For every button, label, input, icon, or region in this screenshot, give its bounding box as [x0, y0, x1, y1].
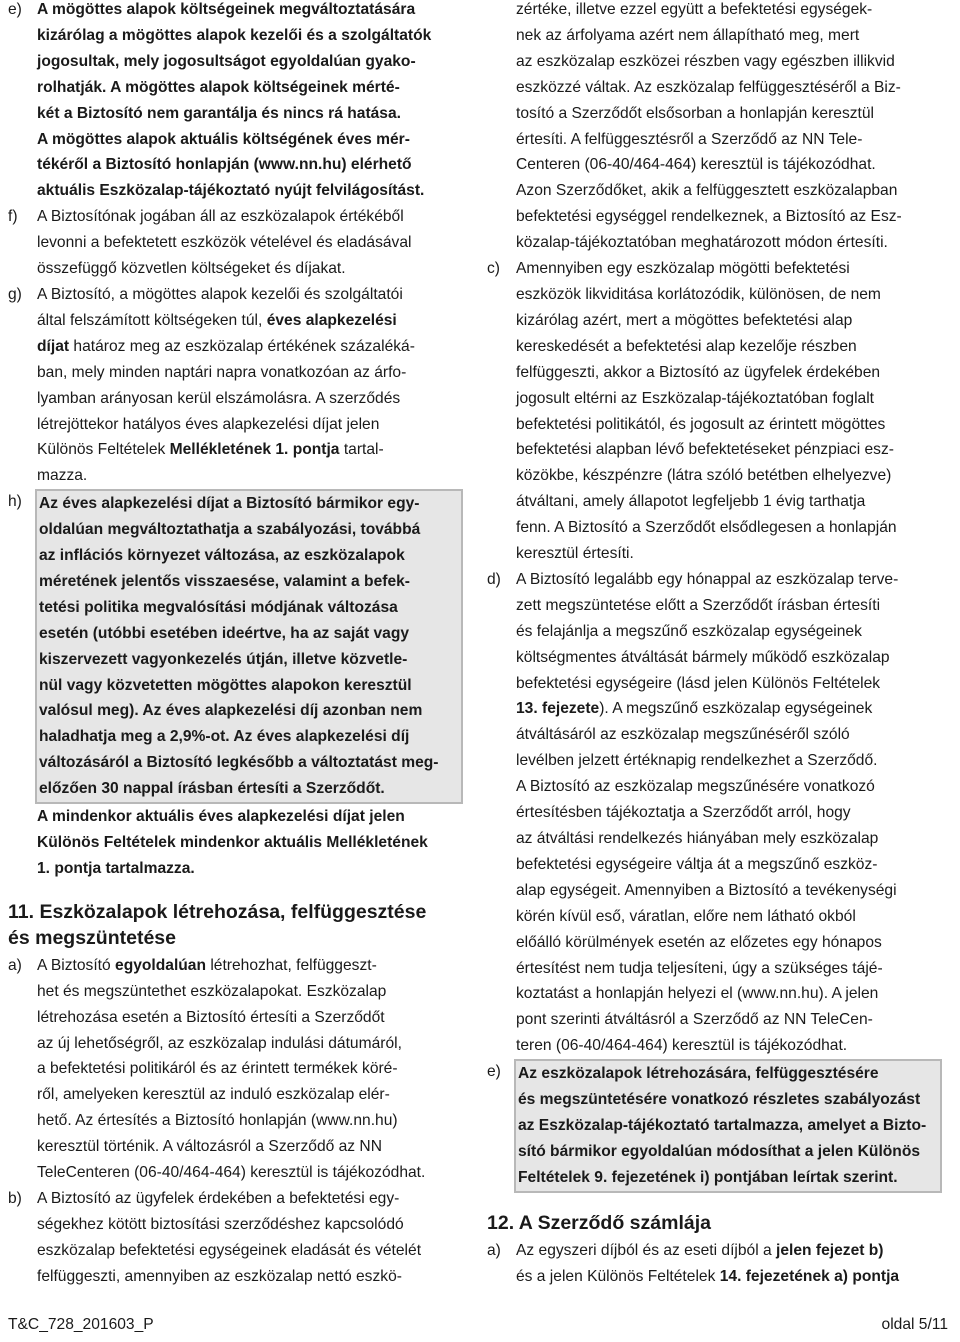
text-line: pont szerinti átváltásról a Szerződő az NN TeleCen-: [516, 1011, 873, 1029]
bold-run: 13. fejezete: [516, 700, 600, 718]
item-marker: f): [8, 208, 18, 226]
item-marker: b): [8, 1189, 22, 1207]
item-a12-body: [516, 1238, 942, 1290]
item-marker: a): [487, 1241, 501, 1259]
heading-line: 12. A Szerződő számlája: [487, 1211, 711, 1234]
text-line: az Eszközalap-tájékoztató tartalmazza, amelyet a Bizto-: [518, 1116, 927, 1134]
bold-run: 14. fejezetének a) pontja: [719, 1267, 900, 1285]
item-a12: [487, 1238, 942, 1290]
text-line: eszközzé váltak. Az eszközalap felfüggesztéséről a Biz-: [516, 78, 901, 96]
text-line: változásáról a Biztosító legkésőbb a változtatást meg-: [39, 754, 439, 772]
item-marker: e): [487, 1063, 501, 1081]
text-line: ről, amelyeken keresztül az induló eszközalap elér-: [37, 1086, 390, 1104]
text-line: A Biztosító, a mögöttes alapok kezelői és szolgáltatói: [37, 285, 403, 303]
right-column: [487, 0, 942, 1290]
text-line: aktuális Eszközalap-tájékoztató nyújt felvilágosítást.: [37, 182, 425, 200]
text-line: az inflációs környezet változása, az eszközalapok: [39, 547, 405, 565]
text-line: zértéke, illetve ezzel együtt a befektetési egységek-: [516, 1, 873, 18]
item-g-body: [37, 282, 463, 489]
text-line: zett megszüntetése előtt a Szerződőt írásban értesíti: [516, 596, 881, 614]
text-line: tosító a Szerződőt elsősorban a honlapján keresztül: [516, 104, 875, 122]
bold-run: egyoldalúan: [115, 956, 206, 974]
text-run: által felszámított költségeken túl,: [37, 311, 267, 329]
page-number: oldal 5/11: [881, 1316, 948, 1334]
text-line: levonni a befektetett eszközök vételével és eladásával: [37, 234, 412, 252]
section-11-heading: [8, 899, 463, 951]
text-line: az eszközalap eszközei részben vagy egészben illikvid: [516, 52, 895, 70]
text-line: mazza.: [37, 467, 88, 485]
text-line: befektetési alapban lévő befektetéseket pénzpiaci esz-: [516, 441, 894, 459]
section-12-heading: [487, 1210, 942, 1236]
text-line: értesítést nem tudja teljesíteni, úgy a szükséges tájé-: [516, 959, 883, 977]
text-line: valósul meg). Az éves alapkezelési díj azonban nem: [39, 702, 423, 720]
document-code: T&C_728_201603_P: [8, 1316, 154, 1334]
text-line: befektetési egységeire (lásd jelen Különös Feltételek: [516, 674, 881, 692]
text-line: [37, 334, 463, 360]
text-line: Az éves alapkezelési díjat a Biztosító bármikor egy-: [39, 495, 420, 513]
text-line: fenn. A Biztosító a Szerződőt elsődlegesen a honlapján: [516, 519, 897, 537]
bold-run: díjat: [37, 337, 70, 355]
text-run: ). A megszűnő eszközalap egységeinek: [599, 700, 873, 718]
text-line: Feltételek 9. fejezetének i) pontjában leírtak szerint.: [518, 1168, 898, 1186]
text-line: előálló körülmények esetén az előzetes egy hónapos: [516, 933, 882, 951]
text-line: létrehozása esetén a Biztosító értesíti a Szerződőt: [37, 1008, 385, 1026]
text-line: közökbe, készpénzre (látra szóló betétben elhelyezve): [516, 467, 892, 485]
text-line: felfüggeszti, akkor a Biztosító az ügyfelek érdekében: [516, 363, 881, 381]
text-line: A Biztosító az eszközalap megszűnésére vonatkozó: [516, 778, 875, 796]
text-run: A Biztosító: [37, 956, 116, 974]
left-column: [8, 0, 463, 1290]
text-line: rolhatják. A mögöttes alapok költségeinek mérté-: [37, 78, 400, 96]
item-c-body: [516, 256, 942, 567]
highlight-box: [35, 489, 463, 804]
text-run: határoz meg az eszközalap értékének százaléká-: [69, 337, 415, 355]
item-e: [8, 0, 463, 204]
heading-line: és megszüntetése: [8, 926, 176, 949]
text-line: koztatást a honlapján helyezi el (www.nn.hu). A jelen: [516, 985, 879, 1003]
item-h: [8, 489, 463, 882]
text-line: két a Biztosító nem garantálja és nincs rá hatása.: [37, 104, 401, 122]
text-line: [37, 437, 463, 463]
text-line: oldalúan megváltoztathatja a szabályozási, továbbá: [39, 521, 421, 539]
text-line: összefüggő közvetlen költségeket és díjakat.: [37, 260, 346, 278]
text-line: hető. Az értesítés a Biztosító honlapján (www.nn.hu): [37, 1112, 398, 1130]
item-b-continued: [487, 0, 942, 256]
item-marker: d): [487, 570, 501, 588]
text-line: Azon Szerződőket, akik a felfüggesztett eszközalapban: [516, 182, 898, 200]
text-line: körén kívül eső, váratlan, előre nem látható okból: [516, 907, 856, 925]
text-line: A mindenkor aktuális éves alapkezelési díjat jelen: [37, 808, 405, 826]
item-a: [8, 953, 463, 1186]
text-line: felfüggeszti, amennyiben az eszközalap nettó eszkö-: [37, 1267, 402, 1285]
item-marker-spacer: [487, 0, 516, 256]
item-b: [8, 1186, 463, 1290]
item-h-body: [37, 489, 463, 882]
bold-run: éves alapkezelési: [266, 311, 397, 329]
text-line: átváltásáról az eszközalap megszűnéséről szóló: [516, 726, 850, 744]
text-line: Amennyiben egy eszközalap mögötti befektetési: [516, 260, 850, 278]
text-line: jogosult eltérni az Eszközalap-tájékoztatóban foglalt: [516, 389, 875, 407]
text-line: méretének jelentős visszaesése, valamint a befek-: [39, 572, 410, 590]
text-line: az új lehetőségről, az eszközalap indulási dátumáról,: [37, 1034, 402, 1052]
item-c: [487, 256, 942, 567]
item-marker: g): [8, 285, 22, 303]
bold-run: Mellékletének 1. pontja: [169, 441, 340, 459]
text-line: kiszervezett vagyonkezelés útján, illetve közvetle-: [39, 650, 408, 668]
text-line: közalap-tájékoztatóban meghatározott módon értesíti.: [516, 234, 888, 252]
item-b-continued-body: [516, 0, 942, 256]
item-f: [8, 204, 463, 282]
item-d-body: [516, 567, 942, 1059]
text-line: az átváltási rendelkezés hiányában mely eszközalap: [516, 830, 879, 847]
text-line: előzően 30 nappal írásban értesíti a Szerződőt.: [39, 780, 385, 798]
item-d: [487, 567, 942, 1059]
text-run: Az egyszeri díjból és az eseti díjból a: [516, 1241, 777, 1259]
text-line: [516, 696, 942, 722]
text-line: 1. pontja tartalmazza.: [37, 859, 195, 877]
text-line: [37, 308, 463, 334]
text-line: jogosultak, mely jogosultságot egyoldalúan gyako-: [37, 52, 416, 70]
text-line: alap egységeit. Amennyiben a Biztosító a tevékenységi: [516, 881, 897, 899]
item-b-body: [37, 1186, 463, 1290]
item-marker: e): [8, 1, 22, 18]
text-line: [516, 1264, 942, 1290]
text-line: átváltani, amely állapotot legfeljebb 1 évig tarthatja: [516, 493, 866, 511]
text-run: Különös Feltételek: [37, 441, 170, 459]
item-marker: c): [487, 260, 500, 278]
item-e2: [487, 1059, 942, 1193]
text-line: kereskedését a befektetési alap kezelője részben: [516, 337, 857, 355]
text-line: A Biztosítónak jogában áll az eszközalapok értékéből: [37, 208, 404, 226]
text-line: lyamban arányosan kerül elszámolásra. A szerződés: [37, 389, 401, 407]
item-g: [8, 282, 463, 489]
text-line: létrejöttekor hatályos éves alapkezelési díjat jelen: [37, 415, 380, 433]
text-line: befektetési egységgel rendelkeznek, a Biztosító az Esz-: [516, 208, 902, 226]
item-marker: a): [8, 956, 22, 974]
text-line: értesíti. A felfüggesztésről a Szerződő az NN Tele-: [516, 130, 863, 148]
text-line: ban, mely minden naptári napra vonatkozóan az árfo-: [37, 363, 407, 381]
text-line: a befektetési politikáról és az érintett termékek köré-: [37, 1060, 398, 1078]
text-line: keresztül értesíti.: [516, 545, 634, 563]
heading-line: 11. Eszközalapok létrehozása, felfüggesztése: [8, 900, 427, 923]
text-line: nül vagy közvetetten mögöttes alapokon keresztül: [39, 676, 412, 694]
text-line: TeleCenteren (06-40/464-464) keresztül is tájékozódhat.: [37, 1164, 426, 1182]
text-line: befektetési egységeire váltja át a megszűnő eszköz-: [516, 855, 878, 873]
text-line: keresztül történik. A változásról a Szerződő az NN: [37, 1138, 382, 1156]
text-run: tartal-: [339, 441, 384, 459]
text-run: és a jelen Különös Feltételek: [516, 1267, 720, 1285]
text-line: eszközalap befektetési egységeinek eladását és vételét: [37, 1241, 422, 1259]
text-line: és megszüntetésére vonatkozó részletes szabályozást: [518, 1091, 921, 1109]
item-f-body: [37, 204, 463, 282]
text-line: tékéről a Biztosító honlapján (www.nn.hu) elérhető: [37, 156, 412, 174]
text-line: [37, 953, 463, 979]
item-e2-body: [516, 1059, 942, 1193]
text-line: Különös Feltételek mindenkor aktuális Mellékletének: [37, 834, 428, 851]
text-line: költségmentes átváltását bármely működő eszközalap: [516, 648, 890, 666]
item-e-body: [37, 0, 463, 204]
text-line: A Biztosító az ügyfelek érdekében a befektetési egy-: [37, 1189, 400, 1207]
text-line: nek az árfolyama azért nem állapítható meg, mert: [516, 26, 860, 44]
text-line: haladhatja meg a 2,9%-ot. Az éves alapkezelési díj: [39, 728, 410, 746]
text-line: kizárólag azért, mert a mögöttes befektetési alap: [516, 311, 853, 329]
text-line: A mögöttes alapok aktuális költségének éves mér-: [37, 130, 410, 148]
text-line: levélben jelzett értéknapig rendelkezhet a Szerződő.: [516, 752, 878, 770]
text-line: sító bármikor egyoldalúan módosíthat a jelen Különös: [518, 1142, 921, 1160]
text-run: létrehozhat, felfüggeszt-: [206, 956, 377, 974]
text-line: és felajánlja a megszűnő eszközalap egységeinek: [516, 622, 862, 640]
text-line: teren (06-40/464-464) keresztül is tájékozódhat.: [516, 1037, 848, 1055]
highlight-box: [514, 1059, 942, 1193]
text-line: [516, 1238, 942, 1264]
item-marker: h): [8, 493, 22, 511]
text-line: tetési politika megvalósítási módjának változása: [39, 598, 398, 616]
text-line: Centeren (06-40/464-464) keresztül is tájékozódhat.: [516, 156, 876, 174]
bold-run: jelen fejezet b): [776, 1241, 884, 1259]
item-a-body: [37, 953, 463, 1186]
text-line: het és megszüntethet eszközalapokat. Eszközalap: [37, 982, 387, 1000]
text-line: kizárólag a mögöttes alapok kezelői és a szolgáltatók: [37, 26, 432, 44]
text-line: befektetési politikától, és jogosult az érintett mögöttes: [516, 415, 886, 433]
text-line: értesítésben tájékoztatja a Szerződőt arról, hogy: [516, 804, 851, 822]
text-line: A Biztosító legalább egy hónappal az eszközalap terve-: [516, 570, 899, 588]
text-line: Az eszközalapok létrehozására, felfüggesztésére: [518, 1065, 879, 1083]
text-line: eszközök likviditása korlátozódik, különösen, de nem: [516, 285, 881, 303]
text-line: esetén (utóbbi esetében ideértve, ha az saját vagy: [39, 624, 410, 642]
text-line: ségekhez kötött biztosítási szerződéshez kapcsolódó: [37, 1215, 404, 1233]
text-line: A mögöttes alapok költségeinek megváltoztatására: [37, 1, 416, 18]
